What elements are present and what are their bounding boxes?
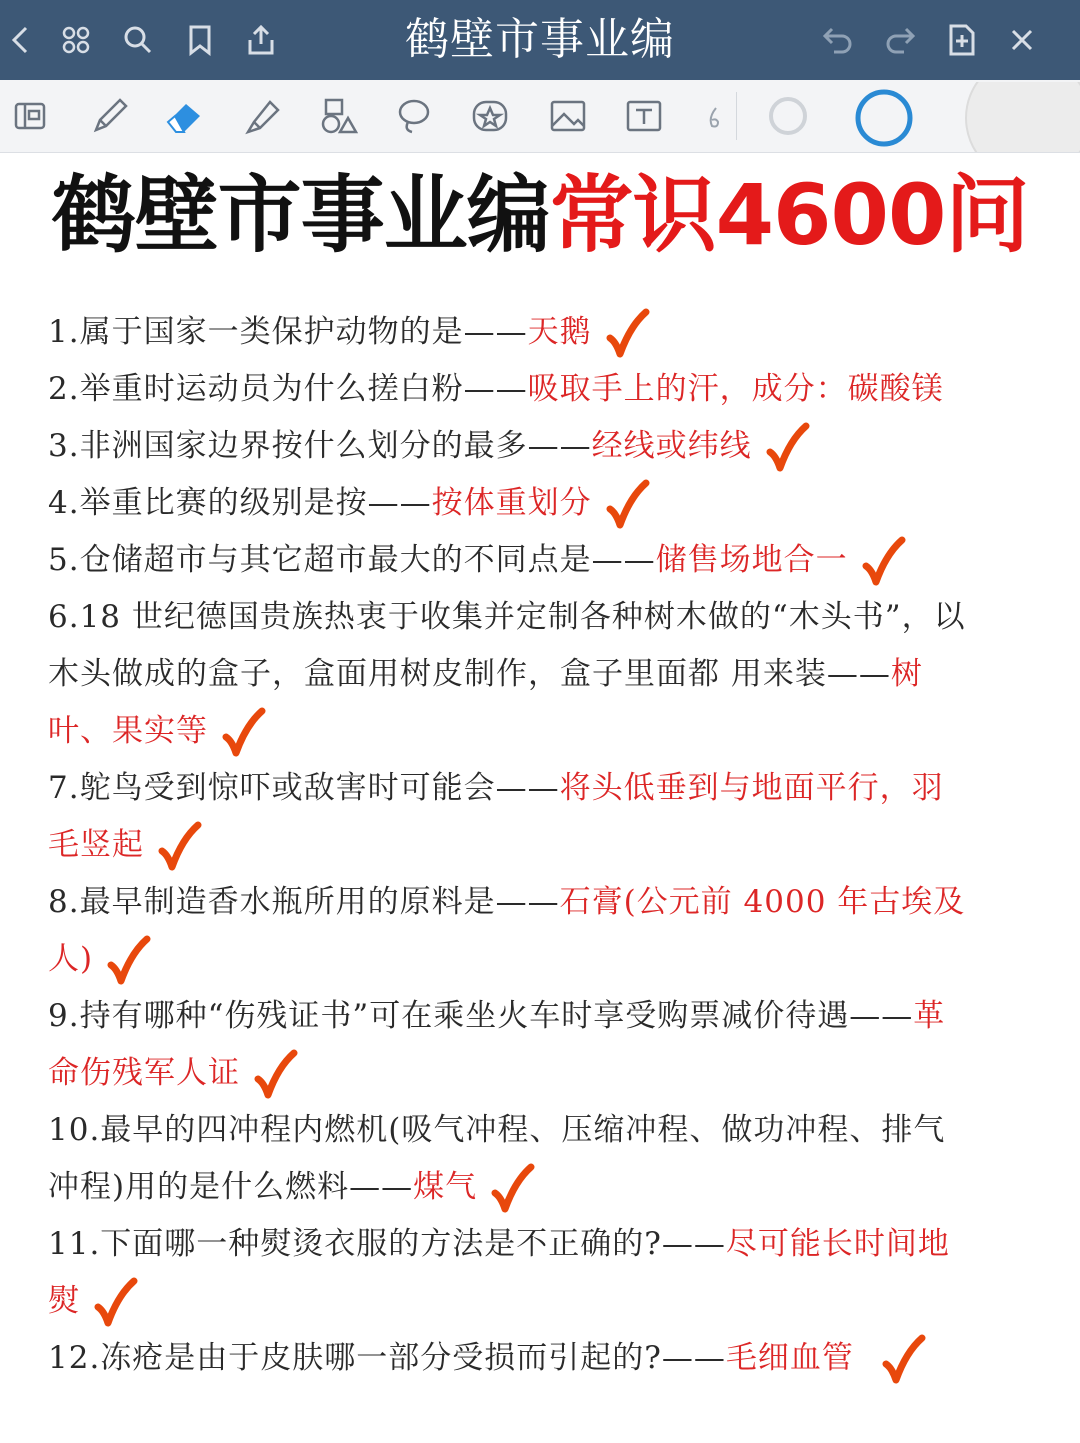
question-text: 4.举重比赛的级别是按——: [48, 485, 432, 521]
list-item: [48, 532, 1038, 589]
question-text: 12.冻疮是由于皮肤哪一部分受损而引起的?——: [48, 1340, 726, 1376]
list-item-continued: [48, 646, 1038, 703]
answer-text: 人): [48, 941, 94, 977]
list-item: [48, 1102, 1038, 1159]
list-item-continued: [48, 1045, 1038, 1102]
check-mark-icon: [606, 479, 650, 531]
top-app-bar: [0, 0, 1080, 80]
color-swatch-light[interactable]: [956, 82, 1080, 152]
answer-text: 按体重划分: [431, 485, 592, 521]
list-item: [48, 988, 1038, 1045]
answer-text: 毛竖起: [48, 827, 144, 863]
question-text: 10.最早的四冲程内燃机(吸气冲程、压缩冲程、做功冲程、排气: [48, 1112, 946, 1148]
question-text: 6.18 世纪德国贵族热衷于收集并定制各种树木做的“木头书”，以: [48, 599, 966, 635]
answer-text: 叶、果实等: [48, 713, 208, 749]
answer-text: 经线或纬线: [591, 428, 752, 464]
question-list: [48, 304, 1038, 1387]
list-item: [48, 475, 1038, 532]
color-swatch-blue[interactable]: [852, 86, 916, 150]
list-item: [48, 418, 1038, 475]
answer-text: 尽可能长时间地: [725, 1226, 950, 1262]
check-mark-icon: [862, 536, 906, 588]
close-icon[interactable]: [1004, 22, 1040, 58]
check-mark-icon: [158, 821, 202, 873]
check-mark-icon: [606, 308, 650, 360]
check-mark-icon: [222, 707, 266, 759]
list-item: [48, 760, 1038, 817]
list-item-continued: [48, 931, 1038, 988]
answer-text: 命伤残军人证: [48, 1055, 240, 1091]
question-text: 8.最早制造香水瓶所用的原料是——: [48, 884, 560, 920]
page-heading: [0, 160, 1080, 270]
text-icon[interactable]: [622, 94, 666, 138]
question-text: 2.举重时运动员为什么搓白粉——: [48, 371, 528, 407]
redo-icon[interactable]: [882, 22, 918, 58]
answer-text: 吸取手上的汗，成分：碳酸镁: [527, 371, 944, 407]
image-icon[interactable]: [546, 94, 590, 138]
question-text: 3.非洲国家边界按什么划分的最多——: [48, 428, 592, 464]
question-text: 11.下面哪一种熨烫衣服的方法是不正确的?——: [48, 1226, 726, 1262]
list-item-continued: [48, 1273, 1038, 1330]
check-mark-icon: [254, 1049, 298, 1101]
list-item: [48, 1330, 1038, 1387]
list-item-continued: [48, 1159, 1038, 1216]
sticker-icon[interactable]: [468, 94, 512, 138]
answer-text: 储售场地合一: [655, 542, 848, 578]
answer-text: 革: [913, 998, 946, 1034]
heading-part-2: 常识4600问: [549, 166, 1029, 264]
layout-icon[interactable]: [8, 94, 52, 138]
question-text: 冲程)用的是什么燃料——: [48, 1169, 414, 1205]
eraser-icon[interactable]: [162, 94, 206, 138]
question-text: 9.持有哪种“伤残证书”可在乘坐火车时享受购票减价待遇——: [48, 998, 914, 1034]
answer-text: 熨: [48, 1283, 80, 1319]
answer-text: 煤气: [413, 1169, 478, 1205]
list-item: [48, 1216, 1038, 1273]
question-text: 5.仓储超市与其它超市最大的不同点是——: [48, 542, 656, 578]
more-icon[interactable]: [692, 94, 736, 138]
question-text: 木头做成的盒子，盒面用树皮制作，盒子里面都 用来装——: [48, 656, 891, 692]
color-swatch-gray[interactable]: [766, 94, 810, 138]
question-text: 7.鸵鸟受到惊吓或敌害时可能会——: [48, 770, 560, 806]
list-item: [48, 589, 1038, 646]
heading-part-1: 鹤壁市事业编: [51, 166, 550, 264]
add-page-icon[interactable]: [944, 22, 980, 58]
answer-text: 毛细血管: [725, 1340, 854, 1376]
check-mark-icon: [491, 1163, 535, 1215]
check-mark-icon: [766, 422, 810, 474]
check-mark-icon: [882, 1334, 926, 1386]
highlighter-icon[interactable]: [240, 94, 284, 138]
list-item: [48, 304, 1038, 361]
drawing-toolbar: [0, 80, 1080, 153]
toolbar-divider: [736, 92, 737, 140]
answer-text: 天鹅: [527, 314, 592, 350]
check-mark-icon: [94, 1277, 138, 1329]
answer-text: 石膏(公元前 4000 年古埃及: [559, 884, 966, 920]
list-item: [48, 361, 1038, 418]
list-item: [48, 874, 1038, 931]
list-item-continued: [48, 817, 1038, 874]
undo-icon[interactable]: [820, 22, 856, 58]
shapes-icon[interactable]: [316, 94, 360, 138]
check-mark-icon: [107, 935, 151, 987]
pen-icon[interactable]: [88, 94, 132, 138]
app-title: 鹤壁市事业编: [405, 14, 675, 65]
lasso-icon[interactable]: [392, 94, 436, 138]
question-text: 1.属于国家一类保护动物的是——: [48, 314, 528, 350]
answer-text: 将头低垂到与地面平行，羽: [559, 770, 944, 806]
list-item-continued: [48, 703, 1038, 760]
answer-text: 树: [890, 656, 923, 692]
